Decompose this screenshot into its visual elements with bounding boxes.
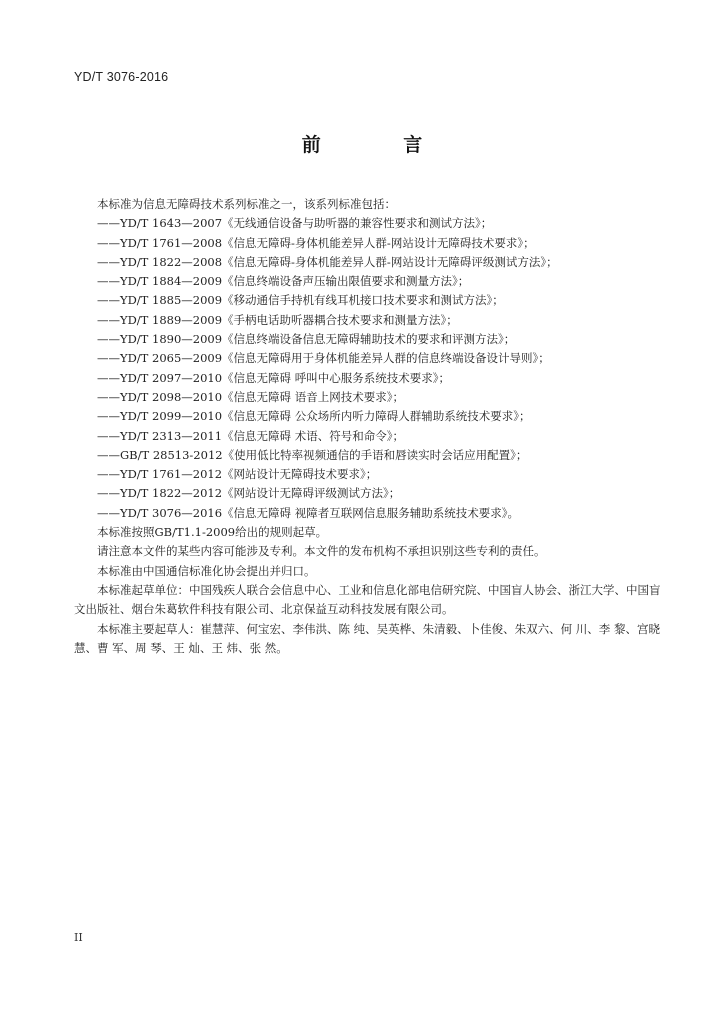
- drafting-organizations-paragraph: 本标准起草单位：中国残疾人联合会信息中心、工业和信息化部电信研究院、中国盲人协会、浙江大学、中国盲文出版社、烟台朱葛软件科技有限公司、北京保益互动科技发展有限公司。: [74, 582, 661, 617]
- page-number: II: [74, 931, 83, 944]
- list-item: ——YD/T 2098—2010《信息无障碍 语音上网技术要求》；: [97, 389, 404, 404]
- list-item: ——YD/T 1761—2008《信息无障碍-身体机能差异人群-网站设计无障碍技术要求》；: [97, 235, 535, 250]
- intro-paragraph: 本标准为信息无障碍技术系列标准之一，该系列标准包括：: [97, 197, 396, 211]
- list-item: ——YD/T 2097—2010《信息无障碍 呼叫中心服务系统技术要求》；: [97, 370, 450, 385]
- list-item: ——YD/T 1884—2009《信息终端设备声压输出限值要求和测量方法》；: [97, 274, 470, 289]
- foreword-body: [74, 195, 664, 658]
- list-item: ——YD/T 1890—2009《信息终端设备信息无障碍辅助技术的要求和评测方法》；: [97, 332, 516, 347]
- list-item: ——YD/T 1822—2008《信息无障碍-身体机能差异人群-网站设计无障碍评级测试方法》；: [97, 254, 558, 269]
- page-title: 前 言: [301, 134, 461, 156]
- list-item: ——YD/T 1761—2012《网站设计无障碍技术要求》；: [97, 467, 378, 482]
- drafting-rules-paragraph: 本标准按照GB/T1.1-2009给出的规则起草。: [97, 525, 328, 540]
- list-item: ——YD/T 1889—2009《手柄电话助听器耦合技术要求和测量方法》；: [97, 312, 458, 327]
- list-item: ——YD/T 1643—2007《无线通信设备与助听器的兼容性要求和测试方法》；: [97, 216, 493, 231]
- list-item: ——YD/T 1822—2012《网站设计无障碍评级测试方法》；: [97, 486, 401, 501]
- drafters-paragraph: 本标准主要起草人：崔慧萍、何宝宏、李伟洪、陈 纯、吴英桦、朱清毅、卜佳俊、朱双六、何 川、李 黎、宫晓慧、曹 军、周 琴、王 灿、王 炜、张 然。: [74, 621, 660, 655]
- list-item: ——GB/T 28513-2012《使用低比特率视频通信的手语和唇读实时会话应用配置》；: [97, 447, 528, 462]
- list-item: ——YD/T 1885—2009《移动通信手持机有线耳机接口技术要求和测试方法》；: [97, 293, 504, 308]
- list-item: ——YD/T 2099—2010《信息无障碍 公众场所内听力障碍人群辅助系统技术要求》；: [97, 409, 531, 424]
- standard-code: YD/T 3076-2016: [74, 70, 169, 84]
- list-item: ——YD/T 2313—2011《信息无障碍 术语、符号和命令》；: [97, 428, 404, 443]
- standards-list: [74, 214, 664, 523]
- list-item: ——YD/T 3076—2016《信息无障碍 视障者互联网信息服务辅助系统技术要求》。: [97, 505, 519, 520]
- patent-notice-paragraph: 请注意本文件的某些内容可能涉及专利。本文件的发布机构不承担识别这些专利的责任。: [97, 544, 546, 559]
- proposer-paragraph: 本标准由中国通信标准化协会提出并归口。: [97, 563, 316, 578]
- list-item: ——YD/T 2065—2009《信息无障碍用于身体机能差异人群的信息终端设备设计导则》；: [97, 351, 550, 366]
